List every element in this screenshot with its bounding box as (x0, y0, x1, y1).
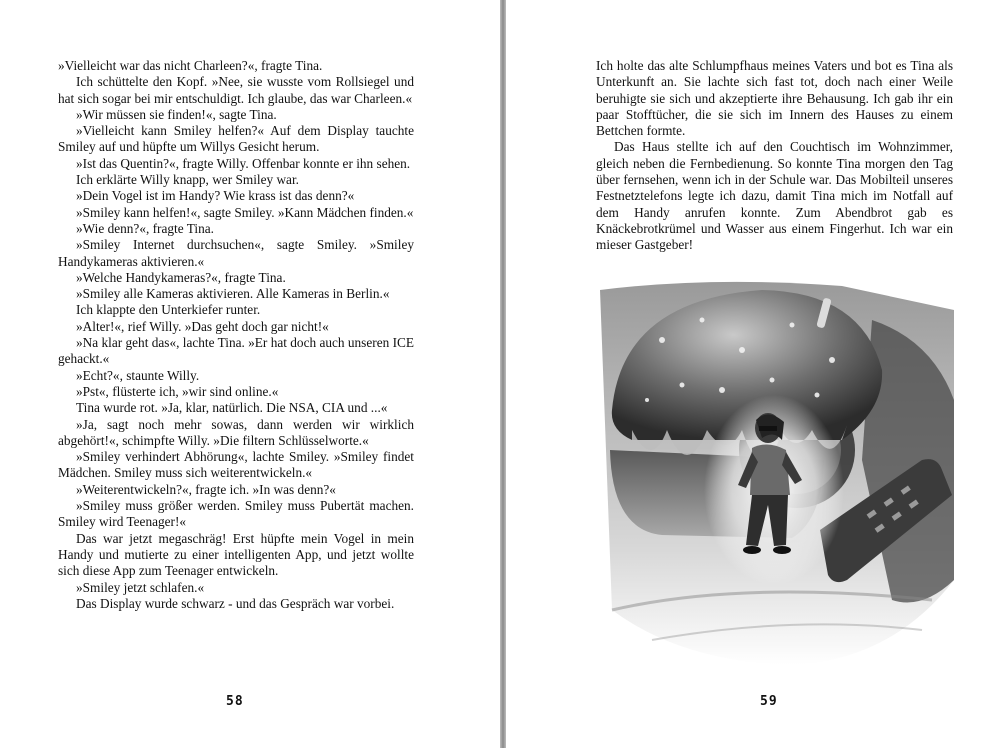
paragraph: »Na klar geht das«, lachte Tina. »Er hat doch auch unseren ICE gehackt.« (58, 335, 414, 367)
paragraph: »Smiley muss größer werden. Smiley muss Pubertät machen. Smiley wird Teenager!« (58, 498, 414, 530)
mushroom-house-girl-illustration (592, 280, 962, 670)
paragraph: »Alter!«, rief Willy. »Das geht doch gar nicht!« (76, 318, 329, 334)
paragraph: »Wir müssen sie finden!«, sagte Tina. (76, 106, 277, 122)
right-page (506, 0, 1000, 748)
left-page-text (58, 58, 414, 612)
paragraph: »Wie denn?«, fragte Tina. (76, 220, 214, 236)
paragraph: »Ja, sagt noch mehr sowas, dann werden wir wirklich abgehört!«, schimpfte Willy. »Die filtern Schlüsselworte.« (58, 416, 414, 448)
paragraph: Das war jetzt megaschräg! Erst hüpfte mein Vogel in mein Handy und mutierte zu einer intelligenten App, und jetzt wollte sich diese App zum Teenager entwickeln. (58, 530, 414, 579)
paragraph: »Weiterentwickeln?«, fragte ich. »In was denn?« (76, 481, 336, 497)
page-number: 59 (760, 694, 778, 709)
paragraph: »Vielleicht war das nicht Charleen?«, fragte Tina. (58, 58, 323, 73)
paragraph: Das Haus stellte ich auf den Couchtisch im Wohnzimmer, gleich neben die Fernbedienung. So konnte Tina morgen den Tag über fernsehen, wenn ich in der Schule war. Das Mobilteil unseres Festnetztelefons legte ich dazu, damit Tina mich im Notfall auf dem Handy anrufen konnte. Zum Abendbrot gab es Knäckebrotkrümel und Wasser aus einem Fingerhut. Ich war ein mieser Gastgeber! (596, 139, 953, 253)
paragraph: »Echt?«, staunte Willy. (76, 367, 200, 383)
paragraph: »Vielleicht kann Smiley helfen?« Auf dem Display tauchte Smiley auf und hüpfte um Willys Gesicht herum. (58, 123, 414, 155)
paragraph: Das Display wurde schwarz - und das Gespräch war vorbei. (76, 595, 395, 611)
paragraph: »Smiley kann helfen!«, sagte Smiley. »Kann Mädchen finden.« (76, 204, 414, 220)
page-number: 58 (226, 694, 244, 709)
paragraph: Tina wurde rot. »Ja, klar, natürlich. Die NSA, CIA und ...« (76, 400, 388, 416)
paragraph: Ich erklärte Willy knapp, wer Smiley war. (76, 172, 299, 188)
paragraph: »Pst«, flüsterte ich, »wir sind online.« (76, 383, 279, 399)
paragraph: Ich schüttelte den Kopf. »Nee, sie wusste vom Rollsiegel und hat sich sogar bei mir entschuldigt. Ich glaube, das war Charleen.« (58, 74, 414, 106)
paragraph: »Smiley verhindert Abhörung«, lachte Smiley. »Smiley findet Mädchen. Smiley muss sich weiterentwickeln.« (58, 449, 414, 481)
paragraph: »Dein Vogel ist im Handy? Wie krass ist das denn?« (76, 188, 355, 204)
right-page-text (596, 58, 953, 254)
paragraph: »Smiley jetzt schlafen.« (76, 579, 205, 595)
paragraph: Ich holte das alte Schlumpfhaus meines Vaters und bot es Tina als Unterkunft an. Sie lachte sich fast tot, doch nach einer Weile beruhigte sie sich und akzeptierte ihre Behausung. Ich gab ihr ein paar Stofftücher, die sie sich im Innern des Hauses zu einem Bettchen formte. (596, 58, 953, 139)
paragraph: »Smiley Internet durchsuchen«, sagte Smiley. »Smiley Handykameras aktivieren.« (58, 237, 414, 269)
paragraph: »Welche Handykameras?«, fragte Tina. (76, 269, 286, 285)
paragraph: Ich klappte den Unterkiefer runter. (76, 302, 261, 318)
paragraph: »Smiley alle Kameras aktivieren. Alle Kameras in Berlin.« (76, 286, 390, 302)
paragraph: »Ist das Quentin?«, fragte Willy. Offenbar konnte er ihn sehen. (76, 155, 411, 171)
